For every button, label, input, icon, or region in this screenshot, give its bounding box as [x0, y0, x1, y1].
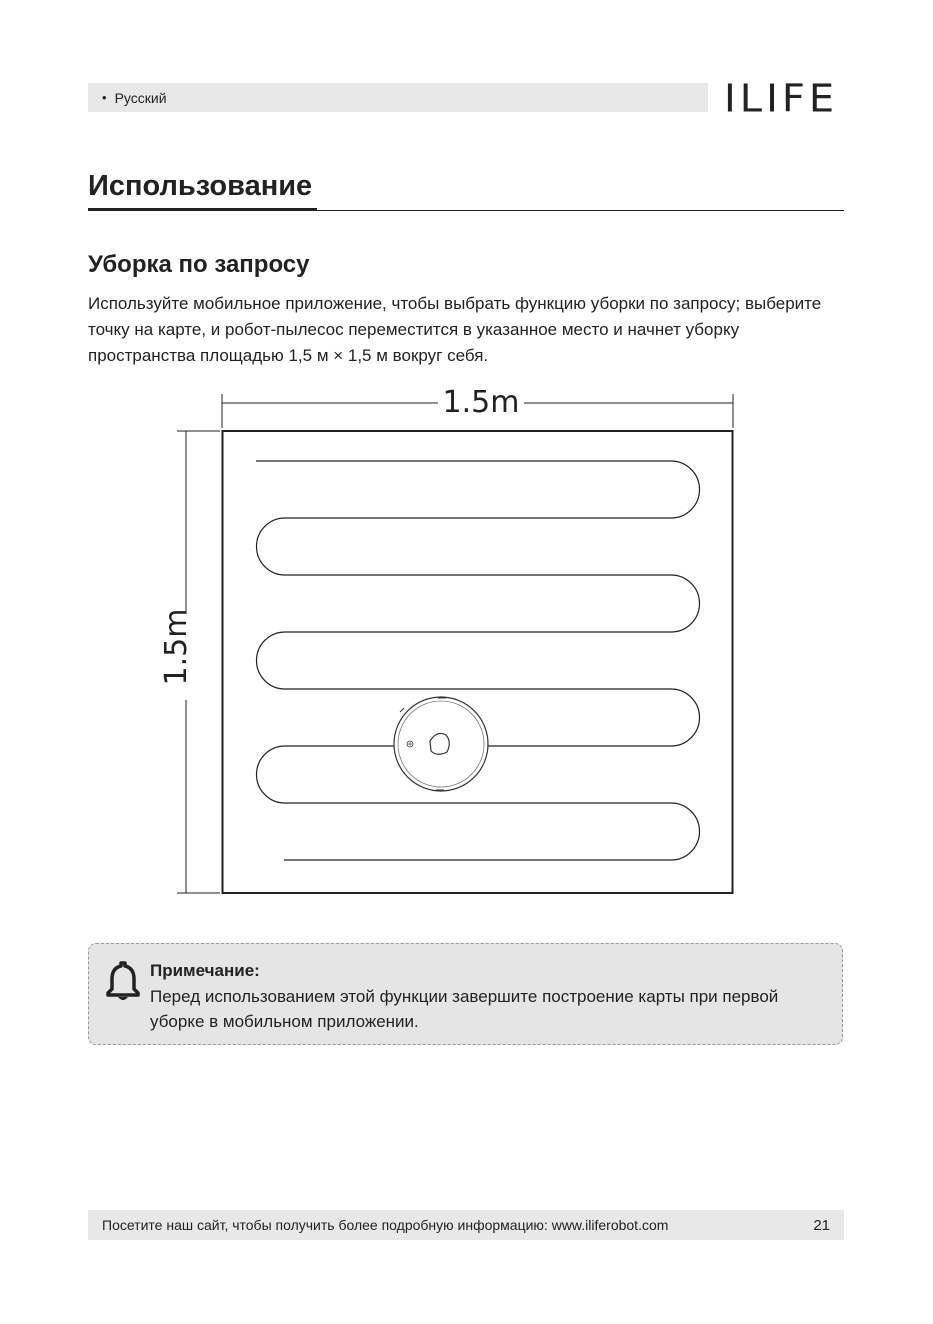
robot-vacuum-icon — [394, 697, 488, 791]
note-box — [88, 943, 843, 1045]
footer-bar — [88, 1210, 844, 1240]
brand-logo: ILIFE — [724, 77, 839, 121]
footer-text: Посетите наш сайт, чтобы получить более подробную информацию: www.iliferobot.com — [102, 1217, 669, 1233]
section-title: Использование — [88, 170, 313, 202]
subsection-title: Уборка по запросу — [88, 251, 310, 278]
body-paragraph: Используйте мобильное приложение, чтобы выбрать функцию уборки по запросу; выберите точку на карте, и робот-пылесос переместится в указанное место и начнет уборку пространства площадью 1,5 м × 1,5 м вокруг себя. — [88, 294, 822, 365]
header-bullet: • — [102, 90, 107, 105]
bell-icon — [103, 960, 143, 1002]
width-label: 1.5m — [442, 385, 520, 420]
cleaning-area — [223, 431, 733, 893]
page-number: 21 — [813, 1216, 830, 1234]
note-text: Перед использованием этой функции завершите построение карты при первой уборке в мобильном приложении. — [150, 987, 779, 1031]
language-label: Русский — [114, 89, 167, 106]
height-label: 1.5m — [159, 608, 194, 686]
note-title: Примечание: — [150, 961, 260, 980]
